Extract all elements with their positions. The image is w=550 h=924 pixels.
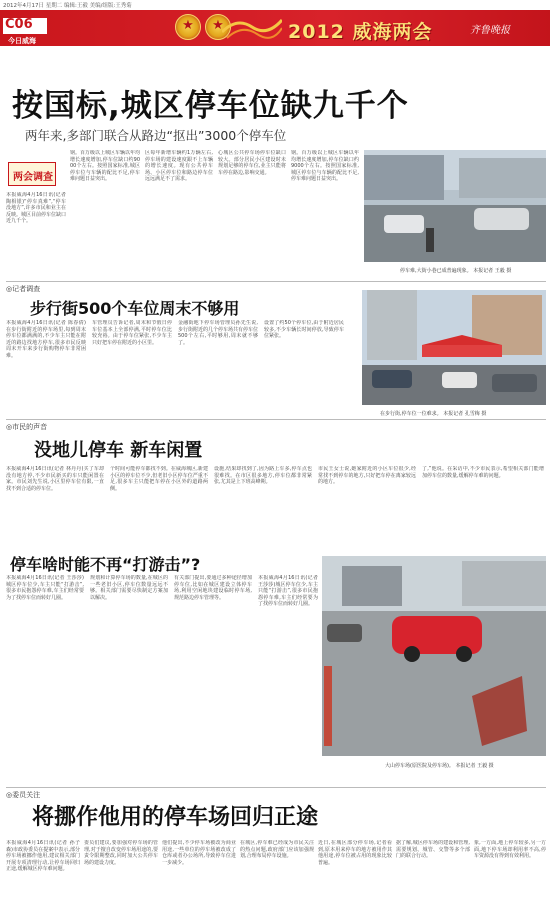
s3-col-3: 设施,结果却找到了,因为路上车多,停车点也很难找。在市区很多地方,停车位都非常紧张,尤其是上下班高峰期。 [214, 466, 312, 486]
page-number: C06 [5, 17, 33, 32]
s5-col-7: 象,一方面,地上停车较多,另一方面,地下停车场却利用率不高,停车资源没有得到有效利用。 [474, 840, 546, 860]
pedestrian-street-headline: 步行街500个车位周末不够用 [30, 299, 240, 318]
lead-col-5: 钢。百万级以上城区车辆以年均增长速度增加,停车位缺口约9000个左右。按照国家标准,城区停车位与车辆的配比不足,停车难问题日益突出。 [291, 150, 359, 183]
masthead-logo: 齐鲁晚报 [470, 25, 510, 36]
s4-col-2: 规划和计算停车场的数量,在城区的一些老旧小区,停车位数量远远不够。相关部门需要尽快制定方案加以解决。 [90, 575, 168, 601]
photo2-caption: 在步行街,停车位一位难求。 本报记者 孔雪梅 摄 [380, 411, 487, 417]
pedestrian-street-photo [362, 290, 546, 405]
s5-col-6: 据了解,城区停车场的建设和管理,需要规划、城管、交警等多个部门的联合行动。 [396, 840, 470, 860]
s2-col-4: 设置了约50个停车位,由于附近居民较多,不少车辆长时间停放,导致停车位紧张。 [264, 320, 344, 340]
lead-col-1: 本报威海4月16日讯(记者 陶相银)“停车真难”,“停车没地方”,许多市民和业主在反映。城区目前停车位缺口近九千个。 [6, 192, 66, 225]
s4-col-4: 本报威海4月16日讯(记者 王莎莎)城区停车位少,车主只能“打游击”,很多市民抱怨停车难,车主们经常要为了找停车位而转好几圈。 [258, 575, 318, 608]
restore-parking-headline: 将挪作他用的停车场回归正途 [32, 805, 319, 830]
party-emblem-icon: ★ [175, 14, 201, 40]
s4-col-1: 本报威海4月16日讯(记者 王莎莎)城区停车位少,车主只能“打游击”,很多市民抱怨停车难,车主们经常要为了找停车位而转好几圈。 [6, 575, 84, 601]
photo3-caption: 大山停车场(原医院及停车场)。 本报记者 王毅 摄 [385, 763, 494, 769]
s5-col-2: 委员们建议,要加强对停车场的管理,对于擅自改变停车场用途的,要责令限期整改,同时加大公共停车场的建设力度。 [84, 840, 158, 866]
reporter-survey-tag: ◎记者调查 [6, 285, 41, 293]
parking-lot-photo [322, 556, 546, 756]
divider [6, 281, 546, 282]
lead-headline: 按国标,城区停车位缺九千个 [12, 88, 409, 124]
s3-col-5: 了,”他说。在采访中,不少市民表示,希望相关部门能增加停车位的数量,缓解停车难的问题。 [422, 466, 544, 479]
photo1-caption: 停车难,大街小巷已成普遍现象。 本报记者 王毅 摄 [400, 268, 512, 274]
divider [6, 787, 546, 788]
guerrilla-parking-headline: 停车啥时能不再“打游击”? [10, 555, 201, 574]
investigation-label-text: 两会调查 [13, 172, 53, 183]
ribbon-decoration-icon [222, 12, 282, 42]
parking-street-photo [364, 150, 546, 262]
lead-subheadline: 两年来,多部门联合从路边“抠出”3000个停车位 [25, 128, 287, 143]
s5-col-1: 本报威海4月16日讯(记者 孙子森)市政协委员在提案中表示,部分停车场被挪作他用,建议相关部门开展专项清理行动,让停车场回归正途,缓解城区停车难问题。 [6, 840, 80, 873]
lead-col-3: 区每年新增车辆约1万辆左右,停车场的建设速度跟不上车辆的增长速度。现有公共停车场、小区停车位和路边停车位远远满足不了需求。 [145, 150, 213, 183]
s3-col-2: 个时间可能停车都找不到。在威海城区,新建小区的停车位不少,但老旧小区停车位严重不足,很多车主只能把车停在小区外的道路两侧。 [110, 466, 208, 492]
idle-car-headline: 没地儿停车 新车闲置 [34, 440, 203, 461]
member-focus-tag: ◎委员关注 [6, 791, 41, 799]
cppcc-emblem-icon: ★ [205, 14, 231, 40]
banner-title: 2012 威海两会 [288, 21, 433, 43]
investigation-label [8, 162, 56, 186]
s3-col-4: 市民王女士说,她家附近的小区车位很少,经常找不到停车的地方,只好把车停在离家较远的地方。 [318, 466, 416, 486]
s3-col-1: 本报威海4月16日讯(记者 林丹丹)买了车却没有地方停,不少市民新买的车只能闲置在家。市民刘先生说,小区里停车位有限,一直找不到合适的停车位。 [6, 466, 104, 492]
section-label: 今日威海 [8, 37, 36, 45]
divider [6, 419, 546, 420]
lead-col-4: 心城区公共停车场停车位缺口较大。部分居民小区建设时未规划足够的停车位,业主只能将车停在路边,影响交通。 [218, 150, 286, 176]
s4-col-3: 有关部门提出,要通过多种途径增加停车位,比如在城区建设立体停车场,利用空闲地块建设临时停车场,规范路边停车管理等。 [174, 575, 252, 601]
s5-col-4: 在城区,停车难已经成为市民关注的热点问题,政府部门应该加强规划,合理布局停车设施。 [240, 840, 314, 860]
s2-col-2: 车管理员告诉记者,周末和节假日停车位基本上全部停满,平时停车位比较充裕。由于停车位紧张,不少车主只好把车停在附近的小区里。 [92, 320, 172, 346]
s5-col-3: 他们提出,不少停车场被改为商业用途,一些单位的停车场被改成了仓库或者办公场所,导致停车位进一步减少。 [162, 840, 236, 866]
s2-col-1: 本报威海4月16日讯(记者 陈春倩)在步行街附近的停车场里,每到周末停车位都满满的,不少车主只能在附近的路边找地方停车,很多市民反映周末开车来步行街购物停车非常困难。 [6, 320, 86, 359]
s2-col-3: 金融街地下停车场管理员孙先生说,步行街附近的几个停车场共有停车位500个左右,平时够用,周末就不够了。 [178, 320, 258, 346]
dateline: 2012年4月17日 星期二 编辑:王毅 美编/组版:王秀菊 [3, 3, 132, 9]
lead-col-2: 钢。百万级以上城区车辆以年均增长速度增加,停车位缺口约9000个左右。按照国家标准,城区停车位与车辆的配比不足,停车难问题日益突出。 [70, 150, 140, 183]
s5-col-5: 近日,在城区部分停车场,记者看到,原本用来停车的地方被用作其他用途,停车位被占用的现象比较普遍。 [318, 840, 392, 866]
citizen-voice-tag: ◎市民的声音 [6, 423, 48, 431]
